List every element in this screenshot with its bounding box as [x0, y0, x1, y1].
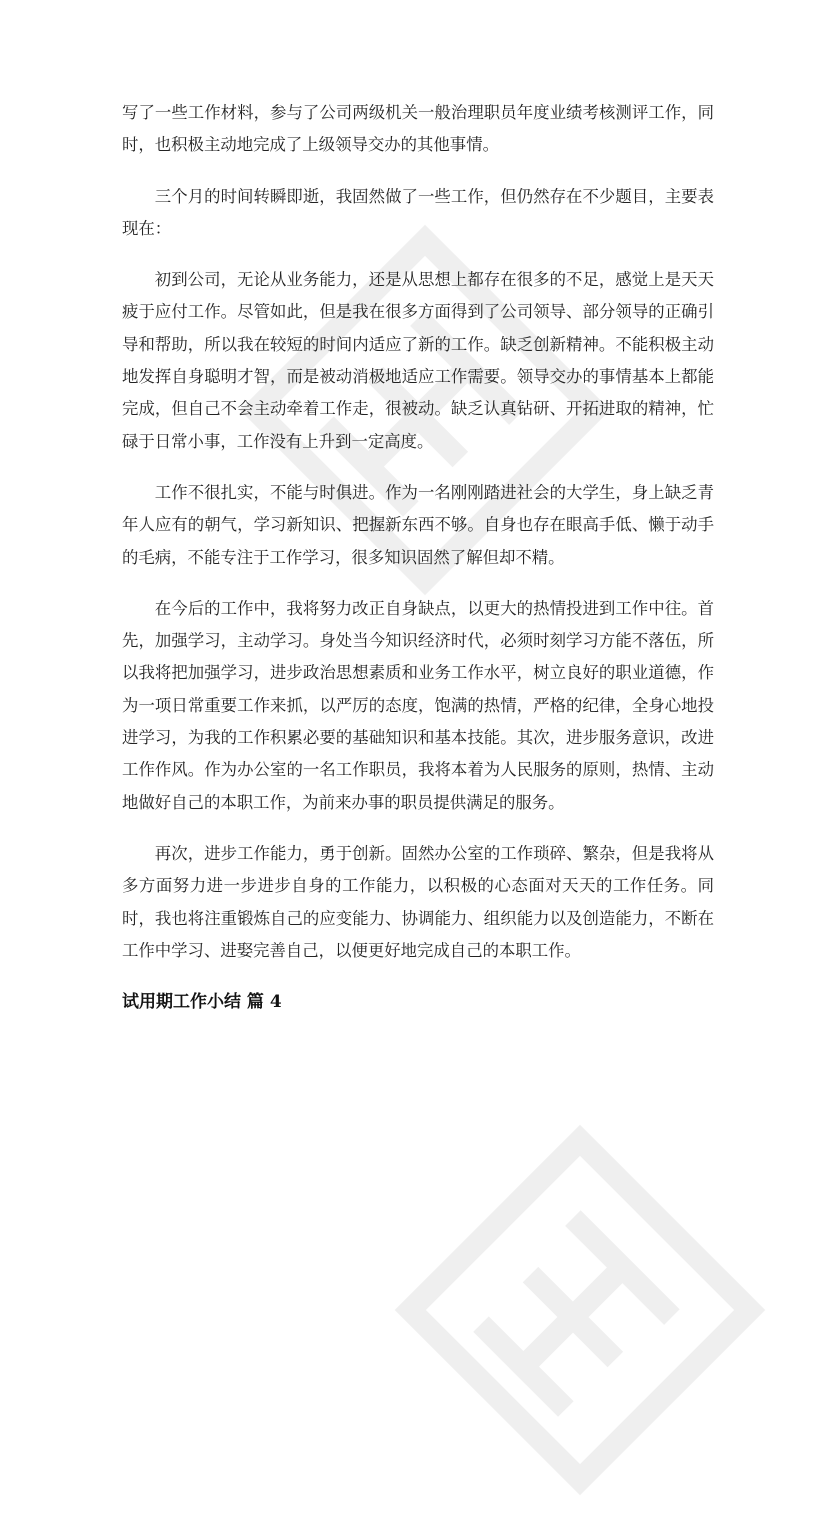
paragraph: 再次，进步工作能力，勇于创新。固然办公室的工作琐碎、繁杂，但是我将从多方面努力进一步进步自身的工作能力，以积极的心态面对天天的工作任务。同时，我也将注重锻炼自己的应变能力、协调能力、组织能力以及创造能力，不断在工作中学习、进娶完善自己，以便更好地完成自己的本职工作。 [122, 843, 714, 960]
paragraph: 在今后的工作中，我将努力改正自身缺点，以更大的热情投进到工作中往。首先，加强学习，主动学习。身处当今知识经济时代，必须时刻学习方能不落伍，所以我将把加强学习，进步政治思想素质和业务工作水平，树立良好的职业道德，作为一项日常重要工作来抓，以严厉的态度，饱满的热情，严格的纪律，全身心地投进学习，为我的工作积累必要的基础知识和基本技能。其次，进步服务意识，改进工作作风。作为办公室的一名工作职员，我将本着为人民服务的原则，热情、主动地做好自己的本职工作，为前来办事的职员提供满足的服务。 [122, 598, 714, 812]
paragraph: 三个月的时间转瞬即逝，我固然做了一些工作，但仍然存在不少题目，主要表现在： [122, 186, 714, 238]
document-body [122, 97, 714, 1018]
watermark-logo-icon [370, 1100, 790, 1520]
paragraph: 工作不很扎实，不能与时俱进。作为一名刚刚踏进社会的大学生，身上缺乏青年人应有的朝气，学习新知识、把握新东西不够。自身也存在眼高手低、懒于动手的毛病，不能专注于工作学习，很多知识固然了解但却不精。 [122, 482, 714, 567]
paragraph: 初到公司，无论从业务能力，还是从思想上都存在很多的不足，感觉上是天天疲于应付工作。尽管如此，但是我在很多方面得到了公司领导、部分领导的正确引导和帮助，所以我在较短的时间内适应了新的工作。缺乏创新精神。不能积极主动地发挥自身聪明才智，而是被动消极地适应工作需要。领导交办的事情基本上都能完成，但自己不会主动牵着工作走，很被动。缺乏认真钻研、开拓进取的精神，忙碌于日常小事，工作没有上升到一定高度。 [122, 270, 714, 451]
section-heading: 试用期工作小结 篇 4 [122, 992, 282, 1013]
paragraph: 写了一些工作材料，参与了公司两级机关一般治理职员年度业绩考核测评工作，同时，也积极主动地完成了上级领导交办的其他事情。 [122, 103, 714, 155]
